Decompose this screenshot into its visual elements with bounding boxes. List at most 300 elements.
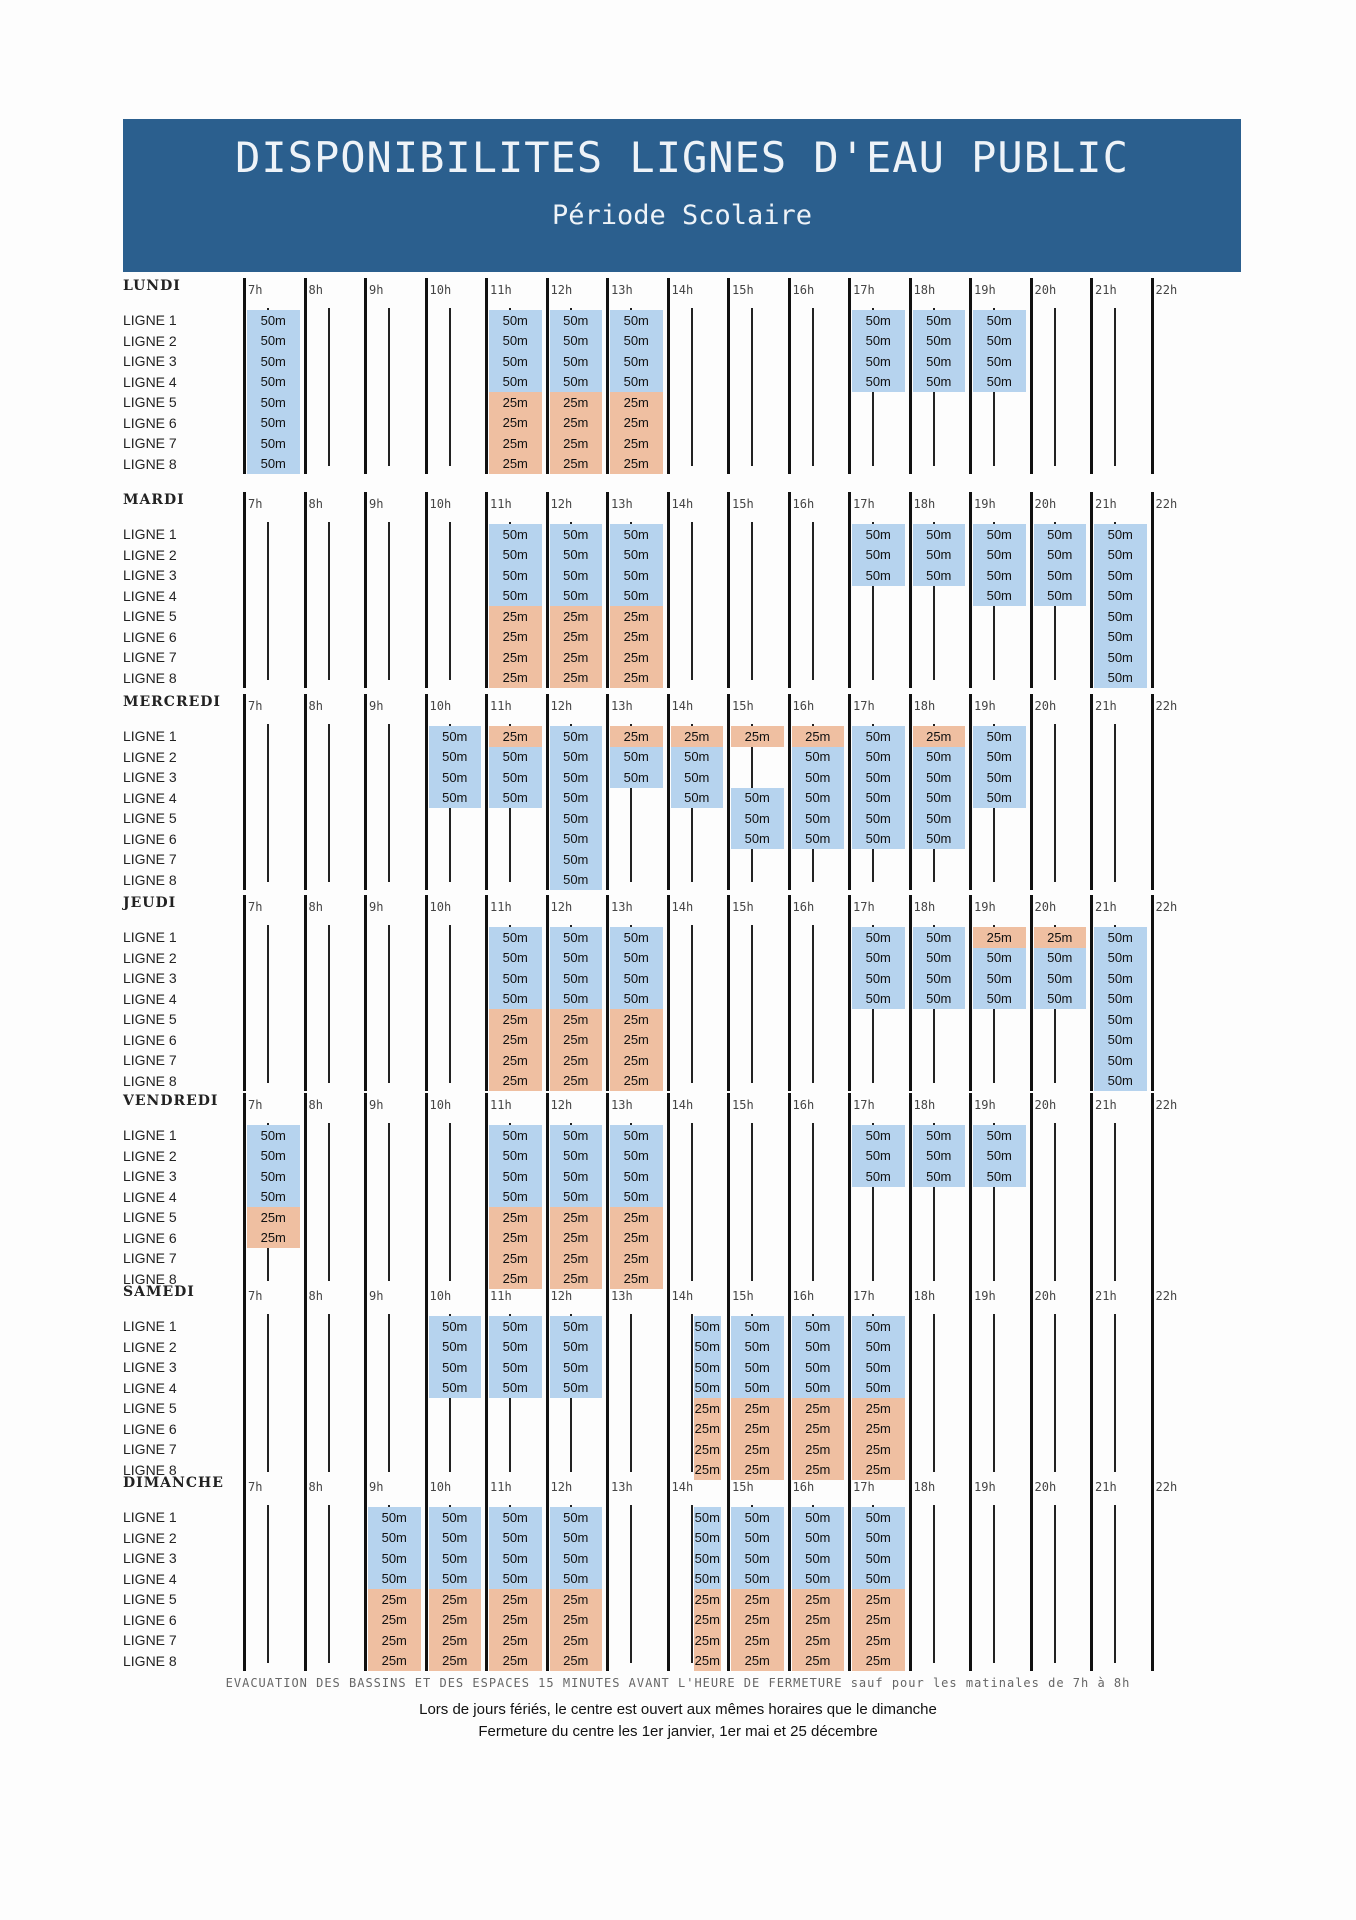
hour-label: 17h: [853, 1289, 875, 1303]
hour-label: 20h: [1034, 1289, 1057, 1303]
lane-slot: 50m: [550, 849, 603, 870]
lane-slot: 50m: [852, 1337, 905, 1358]
hour-gridline: [667, 492, 670, 688]
hour-gridline: [1030, 1284, 1033, 1480]
hour-label: 21h: [1095, 1098, 1117, 1112]
hour-gridline: [667, 1284, 670, 1480]
hour-label: 22h: [1155, 497, 1178, 511]
line-label: LIGNE 2: [123, 1338, 177, 1355]
line-label: LIGNE 6: [123, 628, 177, 645]
lane-slot: 25m: [792, 1610, 845, 1631]
lane-slot: 25m: [550, 1228, 603, 1249]
hour-gridline: [667, 278, 670, 474]
lane-slot: 50m: [247, 310, 300, 331]
line-label: LIGNE 3: [123, 1550, 177, 1566]
hour-gridline: [304, 1093, 307, 1289]
lane-slot: 50m: [694, 1337, 721, 1358]
hour-gridline: [243, 492, 246, 688]
hour-gridline: [425, 278, 428, 474]
hour-gridline: [1030, 895, 1033, 1091]
lane-slot: 25m: [731, 1589, 784, 1610]
half-hour-gridline: [388, 724, 390, 882]
lane-slot: 50m: [610, 310, 663, 331]
lane-slot: 50m: [550, 310, 603, 331]
hour-label: 18h: [913, 283, 936, 297]
lane-slot: 50m: [550, 372, 603, 393]
hour-gridline: [1151, 1093, 1154, 1289]
lane-slot: 50m: [1094, 606, 1147, 627]
lane-slot: 50m: [610, 331, 663, 352]
day-name: JEUDI: [123, 895, 177, 911]
lane-slot: 50m: [852, 1378, 905, 1399]
hour-gridline: [788, 1475, 791, 1671]
lane-slot: 25m: [489, 1207, 542, 1228]
line-label: LIGNE 5: [123, 394, 177, 410]
lane-slot: 25m: [694, 1460, 721, 1481]
lane-slot: 50m: [610, 948, 663, 969]
lane-slot: 50m: [610, 1187, 663, 1208]
day-name: SAMEDI: [123, 1284, 195, 1300]
hour-gridline: [364, 492, 367, 688]
hour-label: 20h: [1034, 283, 1057, 297]
hour-gridline: [848, 895, 851, 1091]
lane-slot: 25m: [792, 726, 845, 747]
lane-slot: 25m: [852, 1460, 905, 1481]
lane-slot: 50m: [792, 1507, 845, 1528]
lane-slot: 25m: [429, 1630, 482, 1651]
lane-slot: 50m: [1094, 545, 1147, 566]
hour-label: 22h: [1155, 699, 1178, 713]
lane-slot: 25m: [694, 1630, 721, 1651]
day-section: [0, 694, 1356, 904]
hour-label: 9h: [369, 1480, 384, 1494]
hour-label: 11h: [490, 497, 512, 511]
line-label: LIGNE 4: [123, 587, 177, 604]
line-label: LIGNE 2: [123, 1147, 177, 1164]
lane-slot: 25m: [610, 1269, 663, 1290]
lane-slot: 50m: [489, 1357, 542, 1378]
lane-slot: 50m: [852, 351, 905, 372]
hour-gridline: [485, 1093, 488, 1289]
lane-slot: 50m: [429, 1569, 482, 1590]
line-label: LIGNE 1: [123, 312, 177, 328]
hour-label: 10h: [429, 1480, 452, 1494]
lane-slot: 50m: [368, 1548, 421, 1569]
lane-slot: 50m: [429, 747, 482, 768]
lane-slot: 50m: [973, 586, 1026, 607]
lane-slot: 50m: [913, 948, 966, 969]
lane-slot: 50m: [489, 372, 542, 393]
hour-gridline: [364, 278, 367, 474]
lane-slot: 50m: [489, 545, 542, 566]
lane-slot: 25m: [610, 433, 663, 454]
hour-label: 7h: [248, 1098, 263, 1112]
lane-slot: 50m: [792, 829, 845, 850]
lane-slot: 25m: [247, 1228, 300, 1249]
hour-label: 17h: [853, 1098, 875, 1112]
half-hour-gridline: [328, 308, 330, 466]
lane-slot: 50m: [792, 788, 845, 809]
lane-slot: 50m: [429, 767, 482, 788]
lane-slot: 50m: [247, 454, 300, 475]
lane-slot: 25m: [610, 606, 663, 627]
lane-slot: 25m: [368, 1651, 421, 1672]
hour-gridline: [485, 492, 488, 688]
lane-slot: 50m: [913, 1125, 966, 1146]
hour-gridline: [364, 1093, 367, 1289]
hour-label: 19h: [974, 1098, 996, 1112]
hour-gridline: [364, 1475, 367, 1671]
hour-gridline: [485, 1475, 488, 1671]
hour-gridline: [727, 1475, 730, 1671]
lane-slot: 50m: [913, 1146, 966, 1167]
lane-slot: 25m: [694, 1419, 721, 1440]
hour-gridline: [1030, 278, 1033, 474]
lane-slot: 50m: [1034, 565, 1087, 586]
lane-slot: 50m: [852, 1507, 905, 1528]
lane-slot: 50m: [913, 989, 966, 1010]
lane-slot: 25m: [1034, 927, 1087, 948]
hour-gridline: [243, 1475, 246, 1671]
hour-label: 19h: [974, 497, 996, 511]
lane-slot: 50m: [550, 565, 603, 586]
hour-gridline: [1151, 1284, 1154, 1480]
lane-slot: 25m: [694, 1589, 721, 1610]
half-hour-gridline: [328, 925, 330, 1083]
hour-label: 15h: [732, 1289, 754, 1303]
lane-slot: 50m: [550, 1548, 603, 1569]
hour-gridline: [909, 1284, 912, 1480]
lane-slot: 50m: [913, 310, 966, 331]
hour-gridline: [425, 694, 428, 890]
lane-slot: 50m: [913, 927, 966, 948]
hour-gridline: [727, 492, 730, 688]
hour-label: 13h: [611, 900, 633, 914]
line-label: LIGNE 6: [123, 1611, 177, 1628]
hour-label: 9h: [369, 497, 384, 511]
lane-slot: 50m: [550, 1337, 603, 1358]
lane-slot: 50m: [610, 524, 663, 545]
line-label: LIGNE 3: [123, 1359, 177, 1375]
lane-slot: 50m: [973, 948, 1026, 969]
lane-slot: 50m: [852, 1146, 905, 1167]
lane-slot: 50m: [247, 413, 300, 434]
lane-slot: 50m: [671, 767, 724, 788]
lane-slot: 50m: [489, 1378, 542, 1399]
hour-label: 9h: [369, 1289, 384, 1303]
lane-slot: 25m: [731, 1630, 784, 1651]
lane-slot: 50m: [1094, 524, 1147, 545]
lane-slot: 50m: [489, 1548, 542, 1569]
hour-gridline: [546, 694, 549, 890]
hour-gridline: [546, 1475, 549, 1671]
lane-slot: 50m: [610, 565, 663, 586]
hour-gridline: [667, 895, 670, 1091]
lane-slot: 50m: [247, 372, 300, 393]
half-hour-gridline: [328, 1314, 330, 1472]
line-label: LIGNE 3: [123, 567, 177, 583]
lane-slot: 50m: [852, 310, 905, 331]
hour-label: 21h: [1095, 699, 1117, 713]
line-label: LIGNE 1: [123, 1509, 177, 1525]
hour-label: 8h: [308, 283, 323, 297]
lane-slot: 25m: [429, 1651, 482, 1672]
hour-gridline: [1090, 1284, 1093, 1480]
lane-slot: 50m: [489, 989, 542, 1010]
hour-label: 18h: [913, 1289, 936, 1303]
lane-slot: 50m: [550, 829, 603, 850]
lane-slot: 50m: [694, 1507, 721, 1528]
lane-slot: 50m: [731, 1548, 784, 1569]
lane-slot: 50m: [731, 1357, 784, 1378]
hour-gridline: [606, 1093, 609, 1289]
half-hour-gridline: [267, 1505, 269, 1663]
lane-slot: 50m: [913, 767, 966, 788]
lane-slot: 25m: [694, 1651, 721, 1672]
lane-slot: 25m: [489, 454, 542, 475]
hour-label: 10h: [429, 900, 452, 914]
lane-slot: 25m: [489, 1228, 542, 1249]
lane-slot: 50m: [852, 767, 905, 788]
line-label: LIGNE 7: [123, 1441, 177, 1457]
lane-slot: 25m: [671, 726, 724, 747]
half-hour-gridline: [267, 724, 269, 882]
half-hour-gridline: [812, 522, 814, 680]
lane-slot: 50m: [792, 1569, 845, 1590]
lane-slot: 25m: [489, 1610, 542, 1631]
line-label: LIGNE 6: [123, 414, 177, 431]
lane-slot: 50m: [550, 726, 603, 747]
lane-slot: 50m: [913, 524, 966, 545]
lane-slot: 50m: [550, 1125, 603, 1146]
lane-slot: 50m: [247, 392, 300, 413]
hour-label: 21h: [1095, 283, 1117, 297]
hour-gridline: [909, 694, 912, 890]
line-label: LIGNE 4: [123, 789, 177, 806]
hour-gridline: [546, 492, 549, 688]
lane-slot: 25m: [489, 647, 542, 668]
lane-slot: 25m: [610, 668, 663, 689]
line-label: LIGNE 1: [123, 728, 177, 744]
lane-slot: 50m: [489, 1337, 542, 1358]
line-label: LIGNE 7: [123, 1250, 177, 1266]
hour-label: 18h: [913, 1480, 936, 1494]
lane-slot: 25m: [489, 1030, 542, 1051]
hour-gridline: [1090, 895, 1093, 1091]
lane-slot: 50m: [694, 1528, 721, 1549]
hour-label: 15h: [732, 699, 754, 713]
lane-slot: 50m: [489, 586, 542, 607]
lane-slot: 50m: [973, 1125, 1026, 1146]
hour-label: 12h: [550, 900, 573, 914]
lane-slot: 25m: [610, 413, 663, 434]
half-hour-gridline: [1054, 724, 1056, 882]
lane-slot: 25m: [610, 726, 663, 747]
hour-gridline: [1151, 492, 1154, 688]
hour-gridline: [667, 694, 670, 890]
lane-slot: 25m: [489, 1589, 542, 1610]
lane-slot: 25m: [610, 1248, 663, 1269]
lane-slot: 25m: [610, 1030, 663, 1051]
lane-slot: 50m: [973, 310, 1026, 331]
lane-slot: 50m: [550, 1569, 603, 1590]
lane-slot: 50m: [1094, 586, 1147, 607]
lane-slot: 50m: [550, 1378, 603, 1399]
hour-label: 8h: [308, 497, 323, 511]
hour-label: 11h: [490, 1289, 512, 1303]
lane-slot: 25m: [731, 1460, 784, 1481]
line-label: LIGNE 8: [123, 669, 177, 686]
day-name: MERCREDI: [123, 694, 221, 710]
lane-slot: 25m: [610, 1071, 663, 1092]
lane-slot: 25m: [489, 1009, 542, 1030]
lane-slot: 25m: [731, 726, 784, 747]
lane-slot: 50m: [610, 1125, 663, 1146]
hour-gridline: [606, 278, 609, 474]
lane-slot: 50m: [1094, 1009, 1147, 1030]
lane-slot: 25m: [610, 627, 663, 648]
hour-gridline: [485, 694, 488, 890]
day-section: [0, 492, 1356, 702]
hour-gridline: [1030, 1093, 1033, 1289]
lane-slot: 25m: [792, 1398, 845, 1419]
hour-gridline: [425, 1284, 428, 1480]
lane-slot: 50m: [489, 1507, 542, 1528]
lane-slot: 50m: [913, 545, 966, 566]
lane-slot: 25m: [489, 1050, 542, 1071]
hour-gridline: [848, 278, 851, 474]
lane-slot: 25m: [731, 1651, 784, 1672]
lane-slot: 50m: [731, 1378, 784, 1399]
hour-gridline: [727, 1284, 730, 1480]
half-hour-gridline: [812, 308, 814, 466]
hour-label: 14h: [671, 1480, 694, 1494]
line-label: LIGNE 8: [123, 871, 177, 888]
lane-slot: 50m: [913, 747, 966, 768]
half-hour-gridline: [751, 1123, 753, 1281]
lane-slot: 25m: [550, 647, 603, 668]
line-label: LIGNE 8: [123, 1652, 177, 1669]
lane-slot: 25m: [489, 413, 542, 434]
half-hour-gridline: [933, 1314, 935, 1472]
lane-slot: 50m: [610, 747, 663, 768]
hour-gridline: [425, 1475, 428, 1671]
lane-slot: 50m: [1094, 668, 1147, 689]
hour-gridline: [909, 492, 912, 688]
half-hour-gridline: [933, 1505, 935, 1663]
lane-slot: 50m: [429, 1548, 482, 1569]
line-label: LIGNE 3: [123, 353, 177, 369]
lane-slot: 50m: [973, 968, 1026, 989]
half-hour-gridline: [388, 1123, 390, 1281]
hour-label: 9h: [369, 1098, 384, 1112]
lane-slot: 25m: [550, 1030, 603, 1051]
hour-label: 19h: [974, 1289, 996, 1303]
half-hour-gridline: [751, 308, 753, 466]
hour-gridline: [485, 1284, 488, 1480]
lane-slot: 50m: [1094, 948, 1147, 969]
line-label: LIGNE 8: [123, 455, 177, 472]
lane-slot: 50m: [247, 1146, 300, 1167]
half-hour-gridline: [812, 925, 814, 1083]
lane-slot: 50m: [489, 927, 542, 948]
lane-slot: 25m: [489, 627, 542, 648]
lane-slot: 50m: [1094, 1030, 1147, 1051]
lane-slot: 50m: [973, 788, 1026, 809]
lane-slot: 50m: [610, 767, 663, 788]
hour-label: 13h: [611, 1098, 633, 1112]
lane-slot: 50m: [1034, 968, 1087, 989]
hour-gridline: [425, 895, 428, 1091]
lane-slot: 25m: [852, 1419, 905, 1440]
lane-slot: 25m: [489, 1651, 542, 1672]
lane-slot: 25m: [550, 1610, 603, 1631]
lane-slot: 25m: [429, 1589, 482, 1610]
lane-slot: 25m: [368, 1630, 421, 1651]
hour-gridline: [606, 1284, 609, 1480]
lane-slot: 50m: [429, 1378, 482, 1399]
line-label: LIGNE 5: [123, 608, 177, 624]
half-hour-gridline: [691, 925, 693, 1083]
line-label: LIGNE 7: [123, 435, 177, 451]
hour-gridline: [243, 278, 246, 474]
hour-label: 19h: [974, 699, 996, 713]
hour-label: 20h: [1034, 1098, 1057, 1112]
lane-slot: 50m: [489, 1146, 542, 1167]
hour-gridline: [364, 694, 367, 890]
lane-slot: 50m: [610, 1166, 663, 1187]
hour-gridline: [667, 1093, 670, 1289]
lane-slot: 25m: [610, 1009, 663, 1030]
half-hour-gridline: [993, 1314, 995, 1472]
line-label: LIGNE 5: [123, 1400, 177, 1416]
line-label: LIGNE 3: [123, 970, 177, 986]
lane-slot: 25m: [429, 1610, 482, 1631]
lane-slot: 50m: [247, 331, 300, 352]
page-title: DISPONIBILITES LIGNES D'EAU PUBLIC: [235, 133, 1129, 182]
lane-slot: 50m: [694, 1378, 721, 1399]
line-label: LIGNE 5: [123, 1011, 177, 1027]
lane-slot: 50m: [489, 1569, 542, 1590]
hour-gridline: [304, 492, 307, 688]
lane-slot: 50m: [852, 968, 905, 989]
lane-slot: 25m: [852, 1439, 905, 1460]
half-hour-gridline: [1054, 308, 1056, 466]
lane-slot: 50m: [973, 747, 1026, 768]
lane-slot: 50m: [694, 1316, 721, 1337]
hour-label: 20h: [1034, 1480, 1057, 1494]
line-label: LIGNE 6: [123, 1420, 177, 1437]
hour-gridline: [727, 278, 730, 474]
lane-slot: 25m: [792, 1460, 845, 1481]
lane-slot: 50m: [550, 989, 603, 1010]
lane-slot: 25m: [489, 1248, 542, 1269]
hour-gridline: [788, 278, 791, 474]
hour-label: 17h: [853, 1480, 875, 1494]
line-label: LIGNE 2: [123, 332, 177, 349]
hour-label: 8h: [308, 1289, 323, 1303]
lane-slot: 50m: [429, 1337, 482, 1358]
hour-label: 12h: [550, 497, 573, 511]
lane-slot: 50m: [489, 565, 542, 586]
half-hour-gridline: [449, 308, 451, 466]
hour-label: 17h: [853, 699, 875, 713]
lane-slot: 25m: [550, 668, 603, 689]
line-label: LIGNE 4: [123, 990, 177, 1007]
lane-slot: 50m: [973, 1146, 1026, 1167]
half-hour-gridline: [267, 1314, 269, 1472]
lane-slot: 25m: [550, 606, 603, 627]
